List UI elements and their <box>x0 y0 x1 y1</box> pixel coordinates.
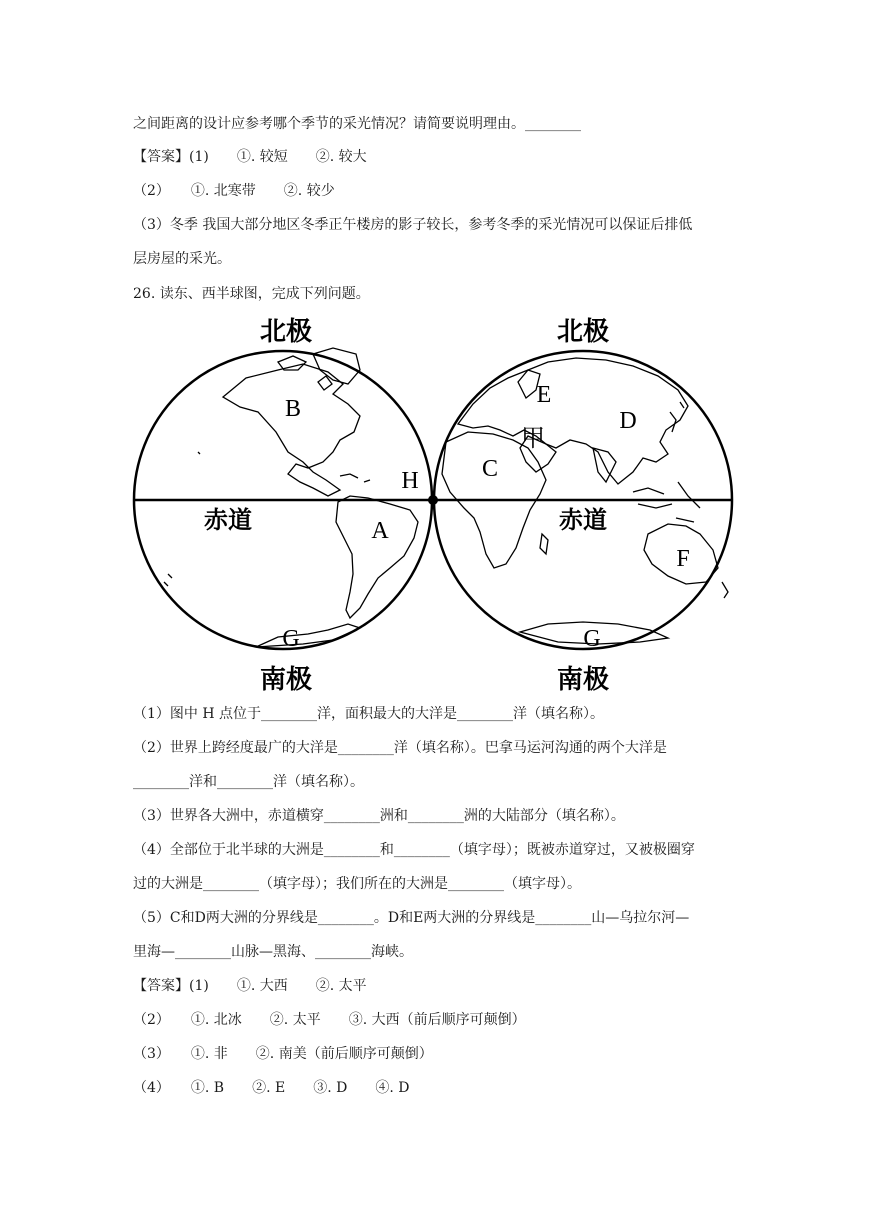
region-label-jia: 甲 <box>521 426 545 452</box>
question-line: 里海—________山脉—黑海、________海峡。 <box>133 944 413 960</box>
question-line: （2）世界上跨经度最广的大洋是________洋（填名称）。巴拿马运河沟通的两个大洋是 <box>133 740 667 756</box>
continent-label-g-west: G <box>282 626 300 652</box>
text-line: 之间距离的设计应参考哪个季节的采光情况？请简要说明理由。________ <box>133 116 581 132</box>
question-line: （4）全部位于北半球的大洲是________和________（填字母）；既被赤道穿过，又被极圈穿 <box>133 842 695 858</box>
answer-line: （4） ①. B ②. E ③. D ④. D <box>133 1080 410 1096</box>
continent-label-g-east: G <box>583 626 601 652</box>
answer-line: （2） ①. 北冰 ②. 太平 ③. 大西（前后顺序可颠倒） <box>133 1012 526 1028</box>
continent-label-d: D <box>619 408 637 434</box>
continent-label-f: F <box>676 546 690 572</box>
north-america-outline <box>223 364 360 496</box>
answer-line: （3）冬季 我国大部分地区冬季正午楼房的影子较长，参考冬季的采光情况可以保证后排低 <box>133 217 693 233</box>
continent-label-a: A <box>371 518 389 544</box>
equator-label-west: 赤道 <box>204 506 252 534</box>
southeast-asia-islands <box>633 482 700 522</box>
answer-line: 【答案】(1) ①. 较短 ②. 较大 <box>133 149 367 165</box>
point-h-marker <box>428 495 438 505</box>
continent-label-e: E <box>536 382 552 408</box>
question-line: ________洋和________洋（填名称）。 <box>133 774 364 790</box>
point-label-h: H <box>401 468 419 494</box>
question-title: 26. 读东、西半球图，完成下列问题。 <box>133 286 370 302</box>
text-line: 层房屋的采光。 <box>133 251 231 267</box>
question-line: （5）C和D两大洲的分界线是________。D和E两大洲的分界线是________山—乌拉尔河— <box>133 910 690 926</box>
north-pole-label-west: 北极 <box>259 317 313 347</box>
new-zealand-outline <box>722 582 728 598</box>
antarctica-west-outline <box>256 624 360 647</box>
south-america-outline <box>336 496 418 618</box>
continent-label-c: C <box>481 456 499 482</box>
answer-line: （3） ①. 非 ②. 南美（前后顺序可颠倒） <box>133 1046 433 1062</box>
pacific-islands <box>164 452 200 586</box>
south-pole-label-west: 南极 <box>259 665 313 695</box>
answer-line: 【答案】(1) ①. 大西 ②. 太平 <box>133 978 367 994</box>
hemisphere-map <box>128 312 738 702</box>
continent-label-b: B <box>284 396 302 422</box>
question-line: （1）图中 H 点位于________洋，面积最大的大洋是________洋（填名称）。 <box>133 706 605 722</box>
western-continents <box>164 348 418 647</box>
caribbean-islands <box>340 474 370 482</box>
question-line: 过的大洲是________（填字母）；我们所在的大洲是________（填字母）。 <box>133 876 581 892</box>
equator-label-east: 赤道 <box>559 506 607 534</box>
north-pole-label-east: 北极 <box>556 317 610 347</box>
question-line: （3）世界各大洲中，赤道横穿________洲和________洲的大陆部分（填名称）。 <box>133 808 625 824</box>
madagascar-outline <box>540 534 548 554</box>
south-pole-label-east: 南极 <box>556 665 610 695</box>
answer-line: （2） ①. 北寒带 ②. 较少 <box>133 183 335 199</box>
